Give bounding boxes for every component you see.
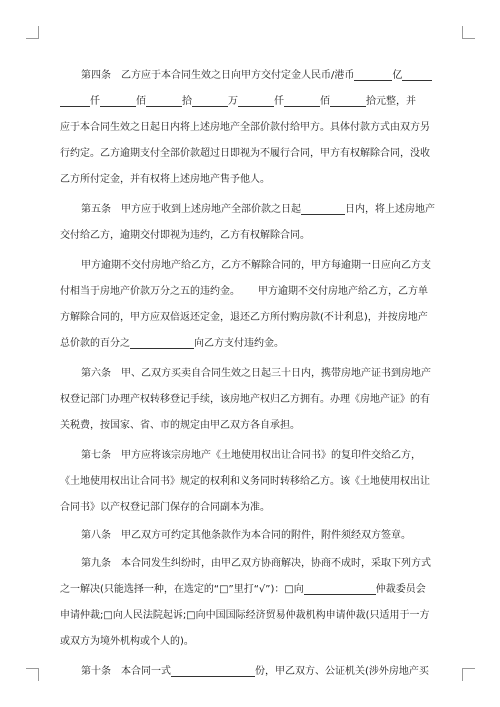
article-7-line-2: 《土地使用权出让合同书》规定的权利和义务同时转移给乙方。该《土地使用权出让: [60, 476, 430, 487]
blank-field[interactable]: [301, 201, 345, 215]
text: 之一解决(只能选择一种，在选定的“□”里打“√”)：□向: [60, 584, 304, 595]
article-6-line-2: 权登记部门办理产权转移登记手续，该房地产权归乙方拥有。办理《房地产证》的有: [60, 394, 430, 405]
document-body: [60, 63, 440, 685]
text: 第十条 本合同一式: [81, 666, 171, 677]
article-5-line-1: [60, 197, 440, 223]
article-5-line-2: 交付给乙方，逾期交付即视为违约，乙方有权解除合同。: [60, 230, 310, 241]
text: 甲方逾期不交付房地产给乙方，乙方单: [258, 286, 428, 297]
crop-mark-bottom-left: [26, 668, 39, 681]
crop-mark-top-left: [26, 26, 39, 39]
article-4-line-5: 乙方所付定金，并有权将上述房地产售予他人。: [60, 174, 270, 185]
blank-field[interactable]: [192, 93, 228, 107]
breach-line-3: 方解除合同的，甲方应双倍返还定金，退还乙方所付购房款(不计利息)，并按房地产: [60, 312, 428, 323]
blank-field[interactable]: [304, 581, 376, 595]
article-6-line-3: 关税费，按国家、省、市的规定由甲乙双方各自承担。: [60, 420, 300, 431]
text: 日内，将上述房地产: [345, 204, 435, 215]
text: 仲裁委员会: [375, 584, 426, 595]
article-9-line-4: 或双方为境外机构或个人的)。: [60, 636, 194, 647]
text: 万: [228, 96, 238, 107]
blank-field[interactable]: [100, 93, 136, 107]
text: 佰: [320, 96, 330, 107]
article-4-line-3: 应于本合同生效之日起日内将上述房地产全部价款付给甲方。具体付款方式由双方另: [60, 122, 430, 133]
blank-field[interactable]: [146, 93, 182, 107]
text: 拾元整，并: [366, 96, 416, 107]
breach-line-2: [60, 279, 440, 305]
article-9-line-2: [60, 577, 440, 603]
breach-line-4: [60, 331, 440, 357]
article-10-line-1: [60, 659, 440, 685]
text: 付相当于房地产价款万分之五的违约金。: [60, 286, 240, 297]
blank-field[interactable]: [60, 93, 90, 107]
text: 向乙方支付违约金。: [194, 338, 284, 349]
article-9-line-1: 第九条 本合同发生纠纷时，由甲乙双方协商解决，协商不成时，采取下列方式: [81, 558, 431, 569]
blank-field[interactable]: [238, 93, 274, 107]
crop-mark-bottom-right: [462, 668, 475, 681]
breach-line-1: 甲方逾期不交付房地产给乙方，乙方不解除合同的，甲方每逾期一日应向乙方支: [81, 260, 431, 271]
blank-field[interactable]: [130, 335, 194, 349]
article-8-line-1: 第八条 甲乙双方可约定其他条款作为本合同的附件，附件须经双方签章。: [81, 530, 411, 541]
blank-field[interactable]: [284, 93, 320, 107]
blank-field[interactable]: [330, 93, 366, 107]
text: 亿: [392, 70, 403, 81]
text: 仟: [90, 96, 100, 107]
article-4-line-2: [60, 89, 440, 115]
article-4-line-4: 行约定。乙方逾期支付全部价款超过日即视为不履行合同，甲方有权解除合同，没收: [60, 148, 430, 159]
blank-field[interactable]: [354, 67, 392, 81]
article-7-line-1: 第七条 甲方应将该宗房地产《土地使用权出让合同书》的复印件交给乙方，: [81, 450, 421, 461]
text: 佰: [136, 96, 146, 107]
article-6-line-1: 第六条 甲、乙双方买卖自合同生效之日起三十日内，携带房地产证书到房地产: [81, 368, 431, 379]
article-4-line-1: [60, 63, 440, 89]
text: 第五条 甲方应于收到上述房地产全部价款之日起: [81, 204, 301, 215]
text: 第四条 乙方应于本合同生效之日向甲方交付定金人民币/港币: [81, 70, 355, 81]
crop-mark-top-right: [462, 26, 475, 39]
article-9-line-3: 申请仲裁;□向人民法院起诉;□向中国国际经济贸易仲裁机构申请仲裁(只适用于一方: [60, 610, 430, 621]
article-7-line-3: 合同书》以产权登记部门保存的合同副本为准。: [60, 502, 270, 513]
text: 仟: [274, 96, 284, 107]
text: 总价款的百分之: [60, 338, 130, 349]
text: 拾: [182, 96, 192, 107]
blank-field[interactable]: [402, 67, 432, 81]
text: 份，甲乙双方、公证机关(涉外房地产买: [255, 666, 429, 677]
blank-field[interactable]: [171, 663, 255, 677]
